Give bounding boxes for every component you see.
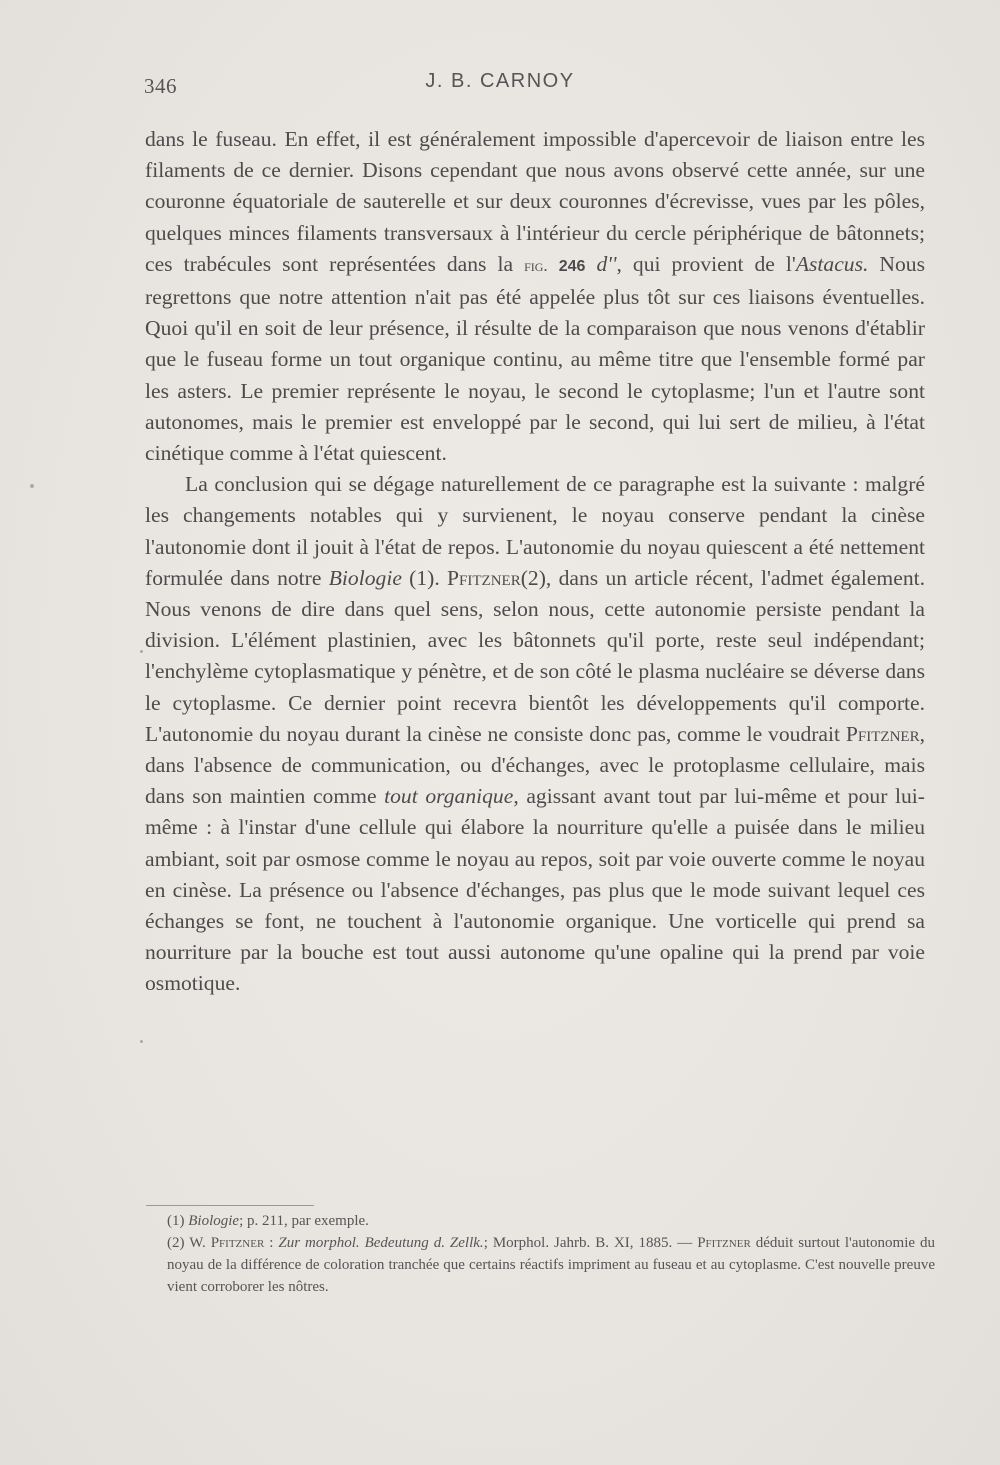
- tout-organique-italic: tout organique: [384, 784, 514, 809]
- fn1-marker: (1): [167, 1213, 185, 1229]
- paragraph-1: [145, 124, 925, 469]
- p1-text-3: Nous regrettons que notre attention n'ait pas été appelée plus tôt sur ces liaisons éventuelles. Quoi qu'il en soit de leur présence, il résulte de la comparaison que nous venons d'établir que le fuseau forme un tout organique continu, au même titre que l'ensemble formé par les asters. Le premier représente le noyau, le second le cytoplasme; l'un et l'autre sont autonomes, mais le premier est enveloppé par le second, qui lui sert de milieu, à l'état cinétique comme à l'état quiescent.: [145, 251, 926, 466]
- author-pfitzner-2: Pfitzner: [845, 721, 920, 746]
- fig-label: fig.: [524, 255, 548, 275]
- page-header: [0, 70, 1000, 110]
- p2-text-3: , dans l'absence de communication, ou d'échanges, avec le protoplasme cellulaire, mais dans son maintien comme: [145, 721, 925, 809]
- p2-text-1: La conclusion qui se dégage naturellement de ce paragraphe est la suivante : malgré les changements notables qui y survienent, le noyau conserve pendant la cinèse l'autonomie dont il jouit à l'état de repos. L'autonomie du noyau quiescent a été nettement formulée dans notre: [145, 472, 925, 590]
- footnote-2: [145, 1232, 935, 1298]
- fn2-sep: :: [264, 1235, 279, 1251]
- footnote-1: [145, 1210, 935, 1232]
- paper-speck: [140, 650, 143, 653]
- fn2-text-1: ; Morphol. Jahrb. B. XI, 1885. —: [483, 1235, 698, 1251]
- paper-speck: [140, 1040, 143, 1043]
- astacus-italic: Astacus.: [795, 251, 869, 276]
- fn2-title: Zur morphol. Bedeutung d. Zellk.: [278, 1235, 484, 1251]
- p2-text-4: , agissant avant tout par lui-même et pour lui-même : à l'instar d'une cellule qui élabore la nourriture qu'elle a puisée dans le milieu ambiant, soit par osmose comme le noyau au repos, soit par voie ouverte comme le noyau en cinèse. La présence ou l'absence d'échanges, pas plus que le mode suivant lequel ces échanges se font, ne touchent à l'autonomie organique. Une vorticelle qui prend sa nourriture par la bouche est tout aussi autonome qu'une opaline qui la prend par voie osmotique.: [145, 784, 925, 996]
- fn2-author-2: Pfitzner: [697, 1235, 751, 1251]
- fn2-marker: (2): [167, 1235, 185, 1251]
- biologie-italic: Biologie: [328, 565, 402, 590]
- footnote-ref-1: (1).: [401, 565, 448, 590]
- body-text: [145, 124, 925, 1000]
- paper-speck: [30, 484, 34, 488]
- fn2-author-prefix: W.: [189, 1235, 211, 1251]
- p1-text-2: , qui provient de l': [616, 251, 796, 276]
- fn2-author: Pfitzner: [210, 1235, 265, 1251]
- fn2-text-2: déduit surtout l'autonomie du noyau de la différence de coloration tranchée que certains réactifs impriment au fuseau et au cytoplasme. C'est nouvelle preuve vient corroborer les nôtres.: [167, 1235, 936, 1295]
- paragraph-2: [145, 469, 925, 999]
- author-pfitzner-1: Pfitzner: [447, 565, 521, 590]
- running-head: J. B. CARNOY: [425, 70, 575, 92]
- footnotes: [145, 1210, 935, 1298]
- fig-sub: d'': [596, 251, 617, 276]
- fn1-text: ; p. 211, par exemple.: [239, 1213, 369, 1229]
- p2-text-2: (2), dans un article récent, l'admet également. Nous venons de dire dans quel sens, selon nous, cette autonomie persiste pendant la division. L'élément plastinien, avec les bâtonnets qu'il porte, reste seul indépendant; l'enchylème cytoplasmatique y pénètre, et de son côté le plasma nucléaire se déverse dans le cytoplasme. Ce dernier point recevra bientôt les développements qu'il comporte. L'autonomie du noyau durant la cinèse ne consiste donc pas, comme le voudrait: [145, 565, 926, 746]
- fig-number: 246: [558, 257, 586, 275]
- footnote-divider: [146, 1205, 314, 1206]
- p1-text-1: dans le fuseau. En effet, il est généralement impossible d'apercevoir de liaison entre les filaments de ce dernier. Disons cependant que nous avons observé cette année, sur une couronne équatoriale de sauterelle et sur deux couronnes d'écrevisse, vues par les pôles, quelques minces filaments transversaux à l'intérieur du cercle périphérique de bâtonnets; ces trabécules sont représentées dans la: [145, 127, 925, 276]
- page-number: 346: [144, 74, 177, 98]
- fn1-italic: Biologie: [188, 1213, 240, 1229]
